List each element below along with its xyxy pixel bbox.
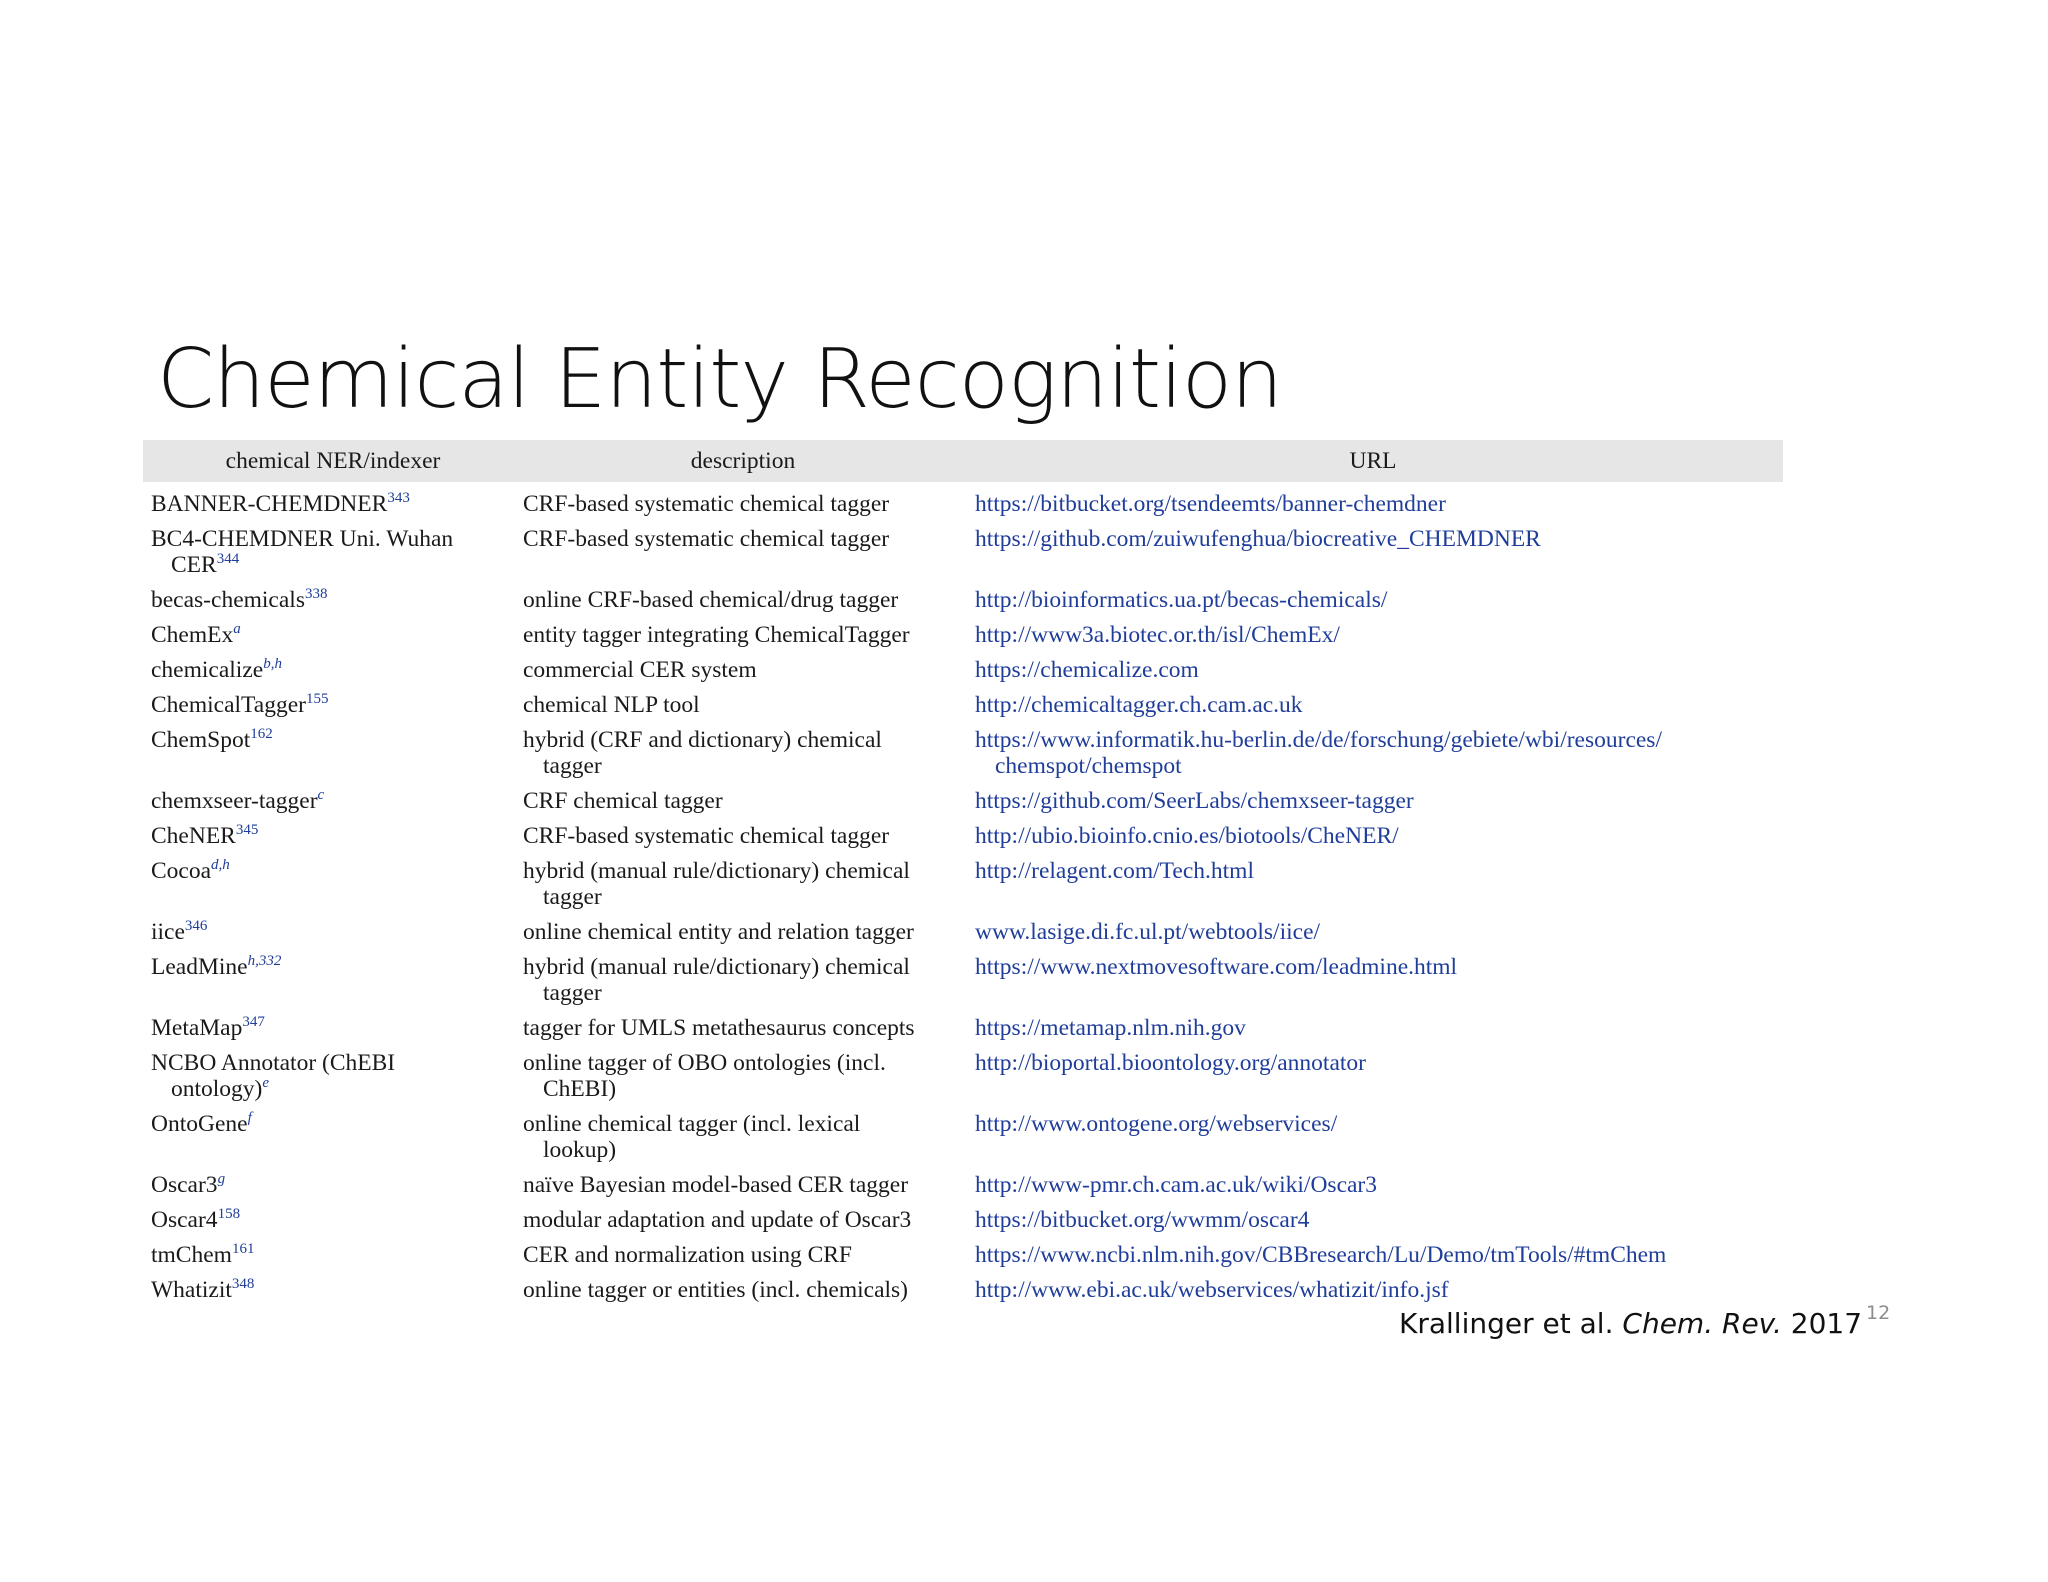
- reference-superscript: 158: [217, 1206, 241, 1222]
- page-number: 12: [1866, 1302, 1891, 1324]
- tool-name-cell: [143, 687, 523, 722]
- tool-description-cell: [523, 722, 963, 783]
- tool-url-cell: [963, 1237, 1783, 1272]
- reference-superscript: 338: [304, 586, 328, 602]
- tool-name: tmChem: [151, 1242, 232, 1268]
- tool-name-cell: [143, 949, 523, 1010]
- tool-url-link[interactable]: https://bitbucket.org/wwmm/oscar4: [975, 1207, 1310, 1233]
- tool-url-link[interactable]: http://www.ontogene.org/webservices/: [975, 1111, 1338, 1137]
- tool-name: OntoGene: [151, 1111, 248, 1137]
- tool-description: modular adaptation and update of Oscar3: [523, 1207, 912, 1233]
- tool-description-cell: [523, 1010, 963, 1045]
- tool-url-cell: [963, 1045, 1783, 1106]
- tool-url-link[interactable]: https://bitbucket.org/tsendeemts/banner-chemdner: [975, 491, 1446, 517]
- tool-description-cell: [523, 1045, 963, 1106]
- tool-description: tagger for UMLS metathesaurus concepts: [523, 1015, 915, 1041]
- table-row: [143, 1237, 1783, 1272]
- reference-superscript: 348: [231, 1276, 255, 1292]
- tool-url-link[interactable]: http://www.ebi.ac.uk/webservices/whatizit/info.jsf: [975, 1277, 1449, 1303]
- tool-description-continued: tagger: [543, 753, 602, 779]
- ner-tools-table: [143, 440, 1783, 1307]
- tool-description-cell: [523, 617, 963, 652]
- tool-name: Oscar4: [151, 1207, 218, 1233]
- tool-description-cell: [523, 853, 963, 914]
- tool-url-cell: [963, 949, 1783, 1010]
- header-description: description: [523, 440, 963, 482]
- tool-name-cell: [143, 617, 523, 652]
- table-row: [143, 1167, 1783, 1202]
- tool-description: hybrid (manual rule/dictionary) chemical: [523, 858, 910, 884]
- reference-superscript: 347: [242, 1014, 265, 1030]
- tool-url-cell: [963, 1202, 1783, 1237]
- tool-name: chemxseer-tagger: [151, 788, 318, 814]
- tool-name: Cocoa: [151, 858, 212, 884]
- tool-name-cell: [143, 1202, 523, 1237]
- reference-superscript: 161: [231, 1241, 255, 1257]
- tool-name-cell: [143, 521, 523, 582]
- tool-name-cell: [143, 1272, 523, 1307]
- tool-description: hybrid (manual rule/dictionary) chemical: [523, 954, 910, 980]
- table-row: [143, 652, 1783, 687]
- table-row: [143, 1010, 1783, 1045]
- tool-url-cell: [963, 853, 1783, 914]
- table-row: [143, 722, 1783, 783]
- tool-description: online tagger of OBO ontologies (incl.: [523, 1050, 886, 1076]
- table-row: [143, 582, 1783, 617]
- tool-name-cell: [143, 853, 523, 914]
- tool-url-cell: [963, 582, 1783, 617]
- header-url: URL: [963, 440, 1783, 482]
- tool-url-cell: [963, 652, 1783, 687]
- reference-superscript: 344: [216, 551, 240, 567]
- tool-name: iice: [151, 919, 185, 945]
- tool-url-cell: [963, 617, 1783, 652]
- tool-url-link[interactable]: http://ubio.bioinfo.cnio.es/biotools/CheNER/: [975, 823, 1399, 849]
- reference-superscript: g: [217, 1171, 226, 1187]
- tool-description: chemical NLP tool: [523, 692, 700, 718]
- tool-name: MetaMap: [151, 1015, 243, 1041]
- tool-url-link[interactable]: https://www.ncbi.nlm.nih.gov/CBBresearch/Lu/Demo/tmTools/#tmChem: [975, 1242, 1667, 1268]
- tool-url-cell: [963, 1106, 1783, 1167]
- reference-superscript: c: [317, 787, 325, 803]
- tool-description-cell: [523, 687, 963, 722]
- citation-journal: Chem. Rev.: [1622, 1307, 1782, 1340]
- tool-description: online chemical entity and relation tagger: [523, 919, 914, 945]
- table-row: [143, 1045, 1783, 1106]
- tool-description-cell: [523, 1237, 963, 1272]
- tool-url-cell: [963, 482, 1783, 521]
- tool-url-cell: [963, 818, 1783, 853]
- tool-description: online chemical tagger (incl. lexical: [523, 1111, 861, 1137]
- reference-superscript: f: [247, 1110, 252, 1126]
- tool-description: online tagger or entities (incl. chemicals): [523, 1277, 908, 1303]
- tool-name: Oscar3: [151, 1172, 218, 1198]
- tool-url-link[interactable]: https://metamap.nlm.nih.gov: [975, 1015, 1246, 1041]
- tool-name: ChemicalTagger: [151, 692, 306, 718]
- tool-description-continued: ChEBI): [543, 1076, 617, 1102]
- tool-description-continued: tagger: [543, 980, 602, 1006]
- slide-title: Chemical Entity Recognition: [157, 332, 1283, 427]
- tool-name: LeadMine: [151, 954, 248, 980]
- tool-description-cell: [523, 818, 963, 853]
- table-row: [143, 853, 1783, 914]
- tool-name: Whatizit: [151, 1277, 232, 1303]
- tool-url-link[interactable]: http://bioinformatics.ua.pt/becas-chemicals/: [975, 587, 1388, 613]
- tool-name: becas-chemicals: [151, 587, 305, 613]
- tool-description-cell: [523, 652, 963, 687]
- citation-year: 2017: [1790, 1307, 1863, 1340]
- tool-url-link[interactable]: http://www-pmr.ch.cam.ac.uk/wiki/Oscar3: [975, 1172, 1378, 1198]
- tool-url-link-continued[interactable]: chemspot/chemspot: [995, 753, 1182, 779]
- tool-name-cell: [143, 582, 523, 617]
- tool-url-cell: [963, 1167, 1783, 1202]
- tool-name-continued: CER: [171, 552, 217, 578]
- tool-description-cell: [523, 914, 963, 949]
- tool-url-cell: [963, 783, 1783, 818]
- table-row: [143, 617, 1783, 652]
- tool-description: hybrid (CRF and dictionary) chemical: [523, 727, 882, 753]
- ner-tools-table-container: [143, 440, 1783, 1307]
- tool-description: CER and normalization using CRF: [523, 1242, 852, 1268]
- tool-description: CRF-based systematic chemical tagger: [523, 823, 890, 849]
- tool-url-link[interactable]: https://www.informatik.hu-berlin.de/de/forschung/gebiete/wbi/resources/: [975, 727, 1662, 753]
- reference-superscript: 155: [305, 691, 329, 707]
- tool-url-cell: [963, 687, 1783, 722]
- tool-url-link[interactable]: https://github.com/zuiwufenghua/biocreative_CHEMDNER: [975, 526, 1541, 552]
- citation: [1399, 1307, 1862, 1340]
- reference-superscript: d,h: [211, 857, 230, 873]
- tool-url-cell: [963, 914, 1783, 949]
- tool-name-continued: ontology): [171, 1076, 263, 1102]
- reference-superscript: a: [233, 621, 241, 637]
- reference-superscript: 343: [387, 490, 410, 506]
- tool-name: chemicalize: [151, 657, 264, 683]
- tool-name-cell: [143, 1045, 523, 1106]
- tool-url-link[interactable]: https://chemicalize.com: [975, 657, 1199, 683]
- tool-description-continued: lookup): [543, 1137, 617, 1163]
- tool-description: entity tagger integrating ChemicalTagger: [523, 622, 910, 648]
- tool-description-cell: [523, 1202, 963, 1237]
- tool-description: online CRF-based chemical/drug tagger: [523, 587, 899, 613]
- reference-superscript: 162: [250, 726, 273, 742]
- tool-description-cell: [523, 1167, 963, 1202]
- tool-url-link[interactable]: https://www.nextmovesoftware.com/leadmine.html: [975, 954, 1458, 980]
- reference-superscript: 345: [235, 822, 259, 838]
- tool-url-cell: [963, 521, 1783, 582]
- tool-url-link[interactable]: http://chemicaltagger.ch.cam.ac.uk: [975, 692, 1303, 718]
- tool-name-cell: [143, 818, 523, 853]
- tool-name-cell: [143, 783, 523, 818]
- table-row: [143, 1106, 1783, 1167]
- table-row: [143, 521, 1783, 582]
- tool-name-cell: [143, 722, 523, 783]
- tool-name: BANNER-CHEMDNER: [151, 491, 388, 517]
- tool-name: BC4-CHEMDNER Uni. Wuhan: [151, 526, 454, 552]
- tool-url-link[interactable]: http://relagent.com/Tech.html: [975, 858, 1254, 884]
- header-indexer: chemical NER/indexer: [143, 440, 523, 482]
- table-row: [143, 1202, 1783, 1237]
- tool-name-cell: [143, 1237, 523, 1272]
- table-row: [143, 1272, 1783, 1307]
- table-row: [143, 687, 1783, 722]
- reference-superscript: e: [262, 1075, 270, 1091]
- table-row: [143, 818, 1783, 853]
- table-row: [143, 482, 1783, 521]
- tool-name: NCBO Annotator (ChEBI: [151, 1050, 396, 1076]
- table-header-row: [143, 440, 1783, 482]
- table-row: [143, 949, 1783, 1010]
- table-row: [143, 914, 1783, 949]
- tool-description: commercial CER system: [523, 657, 757, 683]
- reference-superscript: b,h: [263, 656, 282, 672]
- tool-url-cell: [963, 1272, 1783, 1307]
- table-row: [143, 783, 1783, 818]
- tool-url-cell: [963, 722, 1783, 783]
- tool-url-link[interactable]: www.lasige.di.fc.ul.pt/webtools/iice/: [975, 919, 1321, 945]
- tool-name-cell: [143, 652, 523, 687]
- citation-authors: Krallinger et al.: [1399, 1307, 1614, 1340]
- tool-url-cell: [963, 1010, 1783, 1045]
- tool-description: CRF-based systematic chemical tagger: [523, 526, 890, 552]
- tool-url-link[interactable]: http://www3a.biotec.or.th/isl/ChemEx/: [975, 622, 1340, 648]
- tool-description: CRF chemical tagger: [523, 788, 723, 814]
- tool-description-cell: [523, 949, 963, 1010]
- table-body: [143, 482, 1783, 1307]
- tool-name-cell: [143, 1106, 523, 1167]
- reference-superscript: h,332: [247, 953, 282, 969]
- tool-name-cell: [143, 914, 523, 949]
- tool-name-continued-line: [151, 1076, 523, 1102]
- tool-name-cell: [143, 1010, 523, 1045]
- reference-superscript: 346: [184, 918, 208, 934]
- tool-description-cell: [523, 1106, 963, 1167]
- tool-url-link[interactable]: http://bioportal.bioontology.org/annotator: [975, 1050, 1366, 1076]
- tool-description-cell: [523, 482, 963, 521]
- tool-description-cell: [523, 521, 963, 582]
- tool-description-cell: [523, 582, 963, 617]
- tool-description-cell: [523, 1272, 963, 1307]
- tool-description: CRF-based systematic chemical tagger: [523, 491, 890, 517]
- tool-name-cell: [143, 1167, 523, 1202]
- tool-name: ChemEx: [151, 622, 234, 648]
- tool-description-continued: tagger: [543, 884, 602, 910]
- tool-url-link[interactable]: https://github.com/SeerLabs/chemxseer-tagger: [975, 788, 1414, 814]
- tool-name: ChemSpot: [151, 727, 251, 753]
- tool-name-continued-line: [151, 552, 523, 578]
- tool-name: CheNER: [151, 823, 236, 849]
- tool-description-cell: [523, 783, 963, 818]
- tool-name-cell: [143, 482, 523, 521]
- tool-description: naïve Bayesian model-based CER tagger: [523, 1172, 909, 1198]
